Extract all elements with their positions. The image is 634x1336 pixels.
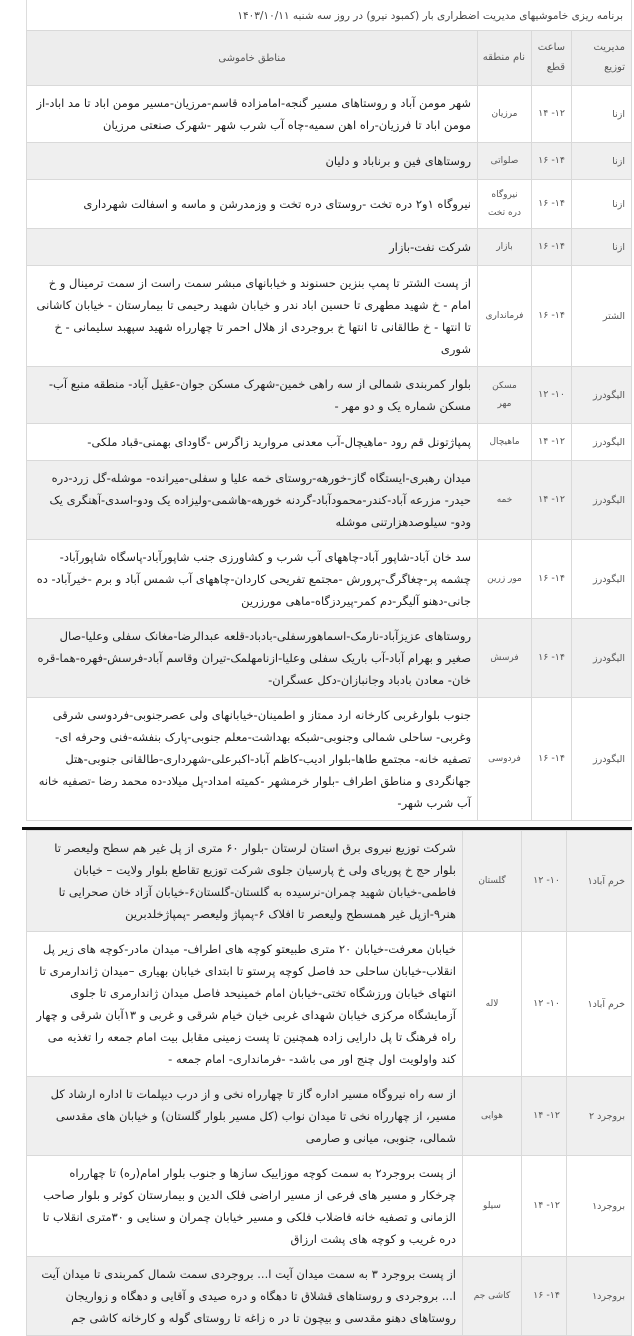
- cell-areas: از سه راه نیروگاه مسیر اداره گاز تا چهارراه نخی و از درب دیپلمات تا اداره ارشاد کل مسیر، از چهارراه نخی تا میدان نواب (کل مسیر بلوار گلستان) و خیابان های مقدسی شمالی، جنوبی، میانی و صارمی: [27, 1077, 463, 1156]
- cell-management: ازنا: [572, 86, 632, 143]
- table-header-row: [27, 31, 632, 86]
- cell-management: بروجرد۱: [567, 1156, 632, 1257]
- cell-areas: میدان رهبری-ایستگاه گاز-خورهه-روستای خمه علیا و سفلی-میرانده- موشله-گل زرد-دره حیدر- مزرعه آباد-کندر-محمودآباد-گردنه خورهه-هاشمی-ولیزاده یک ودو-اسدی-آهنگری یک ودو- سیلوصدهزارتنی موشله: [27, 461, 478, 540]
- cell-zone: فرمانداری: [478, 266, 532, 367]
- cell-time: ۱۲- ۱۴: [532, 461, 572, 540]
- cell-zone: گلستان: [463, 831, 522, 932]
- page-title: برنامه ریزی خاموشیهای مدیریت اضطراری بار (کمبود نیرو) در روز سه شنبه ۱۴۰۳/۱۰/۱۱: [26, 0, 632, 30]
- cell-management: الیگودرز: [572, 698, 632, 821]
- cell-management: ازنا: [572, 229, 632, 266]
- table-row: [27, 461, 632, 540]
- cell-time: ۱۲- ۱۴: [532, 86, 572, 143]
- table-row: [27, 1156, 632, 1257]
- table-row: [27, 1257, 632, 1336]
- cell-time: ۱۴- ۱۶: [532, 143, 572, 180]
- cell-areas: شرکت نفت-بازار: [27, 229, 478, 266]
- table-row: [27, 1077, 632, 1156]
- cell-zone: مور زرین: [478, 540, 532, 619]
- header-zone: نام منطقه: [478, 31, 532, 86]
- cell-management: الیگودرز: [572, 424, 632, 461]
- cell-management: بروجرد۱: [567, 1257, 632, 1336]
- cell-time: ۱۴- ۱۶: [532, 229, 572, 266]
- table-row: [27, 424, 632, 461]
- table-row: [27, 266, 632, 367]
- cell-areas: نیروگاه ۱و۲ دره تخت -روستای دره تخت و وزمدرشن و ماسه و اسفالت شهرداری: [27, 180, 478, 229]
- header-time: ساعت قطع: [532, 31, 572, 86]
- cell-management: خرم آباد۱: [567, 932, 632, 1077]
- cell-time: ۱۰- ۱۲: [532, 367, 572, 424]
- cell-zone: صلواتی: [478, 143, 532, 180]
- cell-management: ازنا: [572, 180, 632, 229]
- cell-time: ۱۰- ۱۲: [522, 831, 567, 932]
- cell-zone: نیروگاه دره تخت: [478, 180, 532, 229]
- cell-areas: پمپاژتونل قم رود -ماهیچال-آب معدنی مروارید زاگرس -گاودای بهمنی-قباد ملکی-: [27, 424, 478, 461]
- table-row: [27, 540, 632, 619]
- table-row: [27, 86, 632, 143]
- cell-areas: شرکت توزیع نیروی برق استان لرستان -بلوار ۶۰ متری از پل غیر هم سطح ولیعصر تا بلوار حج خ پوریای ولی خ پارسیان جلوی شرکت توزیع تقاطع بلوار ولایت – خیابان فاطمی-خیابان شهید چمران-نرسیده به گلستان-گلستان۶-خیابان آزاد خان صحرایی تا هنر۹-ازپل غیر همسطح ولیعصر تا افلاک ۶-پمپاژ ولیعصر -پمپاژخلدبرین: [27, 831, 463, 932]
- cell-areas: سد خان آباد-شاپور آباد-چاههای آب شرب و کشاورزی جنب شاپورآباد-پاسگاه شاپورآباد- چشمه پر-چغاگرگ-پرورش -مجتمع تفریحی کاردان-چاههای آب شمس آباد و برم -خیرآباد- ده جانی-دهنو آلیگر-دم کمر-پیردزگاه-ماهی مورزرین: [27, 540, 478, 619]
- cell-zone: بازار: [478, 229, 532, 266]
- cell-management: الیگودرز: [572, 461, 632, 540]
- table-row: [27, 619, 632, 698]
- cell-zone: فرسش: [478, 619, 532, 698]
- cell-time: ۱۴- ۱۶: [532, 698, 572, 821]
- table-row: [27, 143, 632, 180]
- cell-time: ۱۲- ۱۴: [532, 424, 572, 461]
- cell-areas: از پست بروجرد ۳ به سمت میدان آیت ا... بروجردی سمت شمال کمربندی تا میدان آیت ا... بروجردی و روستاهای قشلاق تا دهگاه و دره صیدی و آقایی و دهگاه و زواریجان روستاهای دهنو مقدسی و بیچون تا در ه زاغه تا روستای گوله و کارخانه کاشی جم: [27, 1257, 463, 1336]
- header-management: مدیریت توزیع: [572, 31, 632, 86]
- outage-schedule: [26, 0, 632, 1336]
- cell-areas: از پست الشتر تا پمپ بنزین حسنوند و خیابانهای مبشر سمت راست از سمت ترمینال و خ امام - خ شهید مطهری تا حسین اباد ندر و خیابان شهید رحیمی تا بیمارستان - خیابان کاشانی تا انتها - خ طالقانی تا انتها خ بروجردی از هلال احمر تا چهارراه شهید سپهبد سلیمانی - خ شوری: [27, 266, 478, 367]
- cell-zone: هوایی: [463, 1077, 522, 1156]
- cell-areas: روستاهای فین و برناباد و دلیان: [27, 143, 478, 180]
- cell-zone: کاشی جم: [463, 1257, 522, 1336]
- cell-management: الیگودرز: [572, 619, 632, 698]
- cell-areas: جنوب بلوارغربی کارخانه ارد ممتاز و اطمینان-خیابانهای ولی عصرجنوبی-فردوسی شرقی وغربی- ساحلی شمالی وجنوبی-شبکه بهداشت-معلم جنوبی-پارک بنفشه-فنی وحرفه ای-تصفیه خانه- مجتمع طاها-بلوار ادیب-کاظم آباد-اکبرعلی-شهرداری-طالقانی جنوبی-هتل جهانگردی و مناطق اطراف -بلوار خرمشهر -کمیته امداد-پل میلاد-ده محمد رضا -تصفیه خانه آب شرب شهر-: [27, 698, 478, 821]
- cell-time: ۱۲- ۱۴: [522, 1156, 567, 1257]
- cell-management: بروجرد ۲: [567, 1077, 632, 1156]
- table-row: [27, 932, 632, 1077]
- table-row: [27, 367, 632, 424]
- cell-management: الیگودرز: [572, 367, 632, 424]
- cell-areas: خیابان معرفت-خیابان ۲۰ متری طبیعتو کوچه های اطراف- میدان مادر-کوچه های زیر پل انقلاب-خیابان ساحلی حد فاصل کوچه پرستو تا ابتدای خیابان بهیاری –میدان ژاندارمری تا انتهای خیابان ورزشگاه تختی-خیابان امام خمینیحد فاصل میدان ژاندارمری تا جلوی آزمایشگاه مرکزی خیابان شهدای غربی خیان خیام شرقی و غربی و ۱۳آبان شرقی و چهار راه فرهنگ تا پل دارایی زاده همچنین تا پست زمینی مقابل بیت امام جمعه را تغذیه می کند واولویت اول چنج اور می باشد- -فرمانداری- امام جمعه -: [27, 932, 463, 1077]
- table-row: [27, 229, 632, 266]
- table-row: [27, 831, 632, 932]
- cell-time: ۱۴- ۱۶: [532, 540, 572, 619]
- outage-table: [26, 30, 632, 821]
- cell-management: ازنا: [572, 143, 632, 180]
- cell-time: ۱۴- ۱۶: [522, 1257, 567, 1336]
- cell-management: خرم آباد۱: [567, 831, 632, 932]
- cell-management: الشتر: [572, 266, 632, 367]
- header-areas: مناطق خاموشی: [27, 31, 478, 86]
- cell-time: ۱۰- ۱۲: [522, 932, 567, 1077]
- outage-table-continued: [26, 830, 632, 1336]
- cell-time: ۱۲- ۱۴: [522, 1077, 567, 1156]
- cell-zone: فردوسی: [478, 698, 532, 821]
- cell-management: الیگودرز: [572, 540, 632, 619]
- cell-zone: مرزیان: [478, 86, 532, 143]
- cell-time: ۱۴- ۱۶: [532, 266, 572, 367]
- cell-zone: ماهیچال: [478, 424, 532, 461]
- cell-areas: شهر مومن آباد و روستاهای مسیر گنجه-امامزاده قاسم-مرزیان-مسیر مومن اباد تا مد اباد-از مومن اباد تا فرزیان-راه اهن سمیه-چاه آب شرب شهر -شهرک صنعتی مرزیان: [27, 86, 478, 143]
- cell-areas: از پست بروجرد۲ به سمت کوچه موزاییک سازها و جنوب بلوار امام(ره) تا چهارراه چرخکار و مسیر های فرعی از مسیر اراضی فلک الدین و بیمارستان کوثر و بلوار صاحب الزمانی و تصفیه خانه فاضلاب فلکی و مسیر خیابان چمران و سنایی و ۳۰متری انقلاب تا دره غریب و کوچه های پشت ارزاق: [27, 1156, 463, 1257]
- cell-areas: روستاهای عزیزآباد-نارمک-اسماهورسفلی-بادباد-قلعه عبدالرضا-مغانک سفلی وعلیا-صال صغیر و بهرام آباد-آب باریک سفلی وعلیا-ازنامهلمک-تیران وقاسم آباد-فرسش-فهره-هما-قره خان- معادن بادباد وجانبازان-دکل عسگران-: [27, 619, 478, 698]
- table-row: [27, 698, 632, 821]
- cell-areas: بلوار کمربندی شمالی از سه راهی خمین-شهرک مسکن جوان-عقیل آباد- منطقه منبع آب- مسکن شماره یک و دو مهر -: [27, 367, 478, 424]
- cell-zone: لاله: [463, 932, 522, 1077]
- table-row: [27, 180, 632, 229]
- cell-zone: مسکن مهر: [478, 367, 532, 424]
- cell-zone: سیلو: [463, 1156, 522, 1257]
- cell-time: ۱۴- ۱۶: [532, 619, 572, 698]
- cell-time: ۱۴- ۱۶: [532, 180, 572, 229]
- cell-zone: خمه: [478, 461, 532, 540]
